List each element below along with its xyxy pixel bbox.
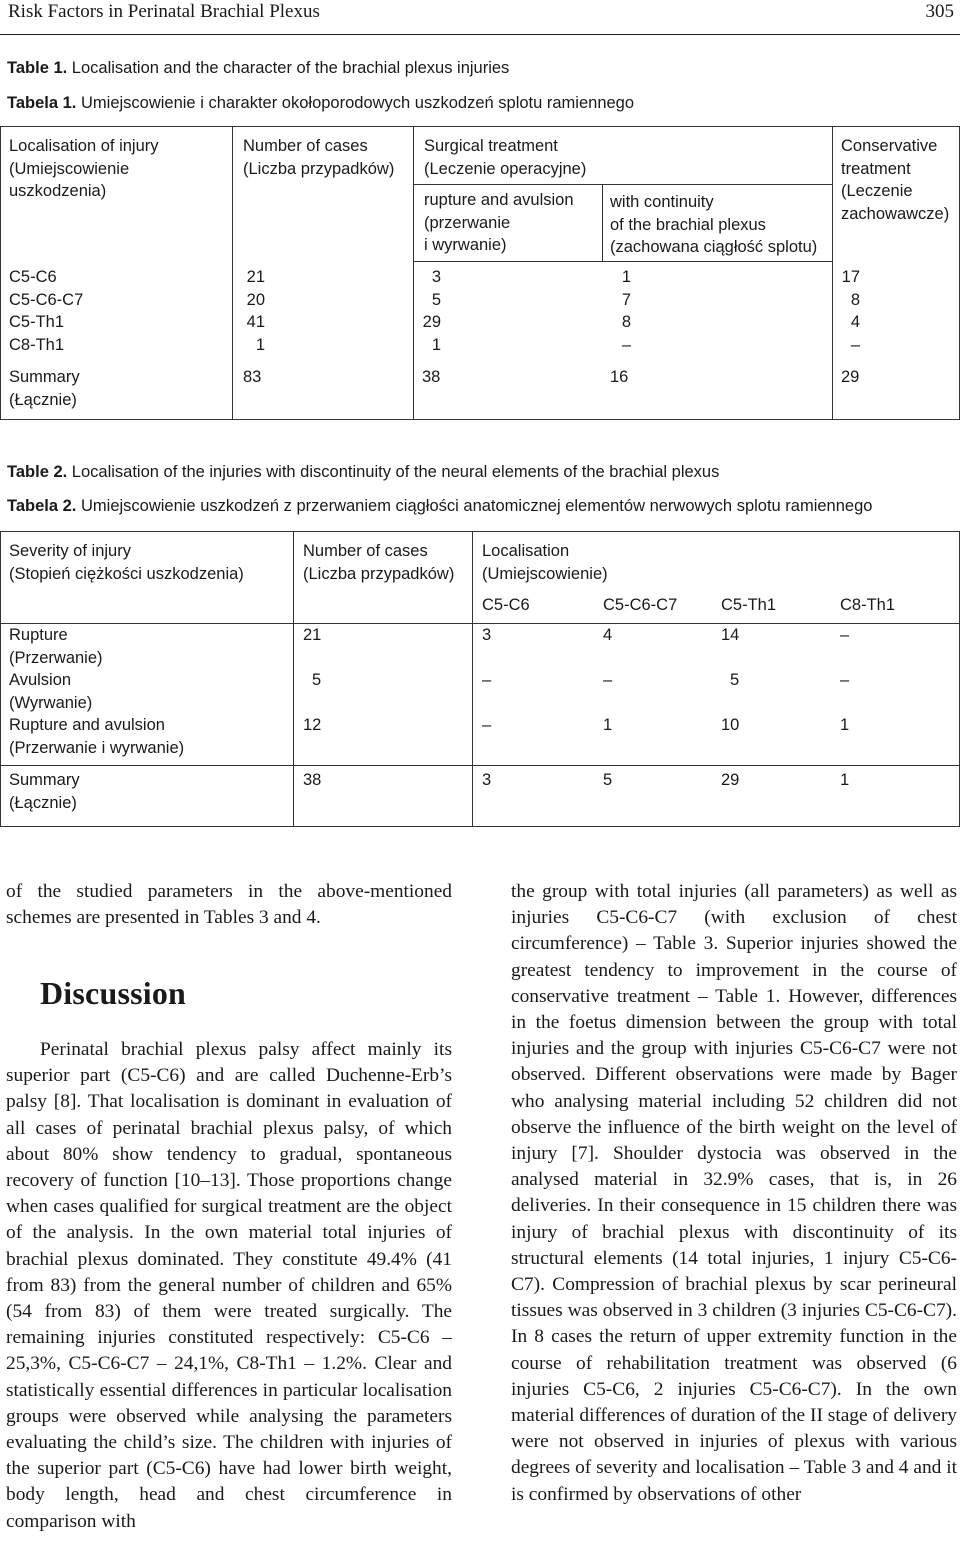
table2-cell: 10: [721, 716, 740, 734]
table1-header-localisation: Localisation of injury (Umiejscowienie uszkodzenia): [9, 137, 159, 200]
table2-summary-rule: [1, 765, 959, 766]
table2-header-localisation: Localisation (Umiejscowienie): [482, 542, 608, 583]
table1-summary-conservative: 29: [841, 368, 860, 386]
table2-summary-cases: 38: [303, 771, 322, 789]
table2-row-labels: Rupture (Przerwanie) Avulsion (Wyrwanie) Rupture and avulsion (Przerwanie i wyrwanie): [9, 626, 185, 757]
table1-summary-label: Summary (Łącznie): [9, 368, 80, 409]
table1: [0, 126, 960, 420]
table1-subheader-rule: [413, 184, 832, 185]
table1-rupture-column: 3 5 29 1: [422, 268, 441, 354]
table2-subheader-c5c6: C5-C6: [482, 596, 530, 614]
table1-summary-rupture: 38: [422, 368, 441, 386]
table-row: C8-Th1: [9, 335, 65, 354]
discussion-paragraph-right: the group with total injuries (all parameters) as well as injuries C5-C6-C7 (with exclusion of chest circumference) – Table 3. Superior injuries showed the greatest tendency to improvement in the course of conservative treatment – Table 1. However, differences in the foetus dimension between the group with total injuries and the group with injuries C5-C6-C7 were not observed. Different observations were made by Bager who analysing material including 52 children did not observe the influence of the birth weight on the level of injury [7]. Shoulder dystocia was observed in the analysed material in 32.9% cases, that is, in 26 deliveries. In their consequence in 15 children there was injury of brachial plexus with discontinuity of its structural elements (14 total injuries, 1 injury C5-C6-C7). Compression of brachial plexus by scar perineural tissues was observed in 3 children (3 injuries C5-C6-C7). In 8 cases the return of upper extremity function in the course of rehabilitation treatment was observed (6 injuries C5-C6, 2 injuries C5-C6-C7). In the own material differences of duration of the II stage of delivery were not observed in injuries of plexus with various degrees of severity and localisation – Table 3 and 4 and it is confirmed by observations of other: [511, 881, 957, 1505]
table2-header-severity: Severity of injury (Stopień ciężkości uszkodzenia): [9, 542, 244, 583]
table1-localisation-column: [9, 266, 83, 356]
table1-conservative-column: 17 8 4 –: [841, 268, 860, 354]
table1-summary-cases: 83: [243, 368, 262, 386]
table2-cell: –: [603, 671, 613, 689]
table2-cases-row-3: 12: [303, 716, 322, 734]
table2-cell: –: [482, 716, 492, 734]
table2-subheader-c5th1: C5-Th1: [721, 596, 777, 614]
intro-paragraph: of the studied parameters in the above-mentioned schemes are presented in Tables 3 and 4.: [6, 881, 452, 929]
table1-continuity-column: 1 7 8 –: [621, 268, 631, 354]
table1-header-surgical: Surgical treatment (Leczenie operacyjne): [424, 137, 587, 178]
table2-summary-cell: 1: [840, 771, 850, 789]
page-number: 305: [925, 1, 954, 22]
table1-header-rupture-avulsion: rupture and avulsion (przerwanie i wyrwanie): [424, 191, 574, 254]
table-row: Rupture and avulsion: [9, 716, 165, 734]
table2-caption-en: Table 2. Localisation of the injuries with discontinuity of the neural elements of the brachial plexus: [7, 463, 720, 481]
table2-cell: 1: [840, 716, 850, 734]
table2-cell: 14: [721, 626, 740, 644]
table1-col-divider: [602, 185, 603, 262]
table-row: Rupture: [9, 626, 68, 644]
running-title: Risk Factors in Perinatal Brachial Plexus: [8, 1, 320, 22]
left-column: [6, 879, 452, 931]
table2-cell: 3: [482, 626, 492, 644]
table2-cell: –: [840, 671, 850, 689]
table2-col-divider: [472, 532, 473, 826]
table2-cases-row-2: 5: [312, 671, 322, 689]
table1-caption-en: Table 1. Localisation and the character of the brachial plexus injuries: [7, 59, 510, 77]
table2-summary-cell: 29: [721, 771, 740, 789]
table1-cases-column: 21 20 41 1: [246, 268, 265, 354]
table1-col-divider: [413, 127, 414, 419]
discussion-heading: Discussion: [40, 975, 187, 1011]
table1-caption-pl: Tabela 1. Umiejscowienie i charakter okołoporodowych uszkodzeń splotu ramiennego: [7, 94, 635, 112]
table1-col-divider: [232, 127, 233, 419]
table2-cell: –: [482, 671, 492, 689]
table2-cell: 1: [603, 716, 613, 734]
table2-col-divider: [293, 532, 294, 826]
left-column-discussion: [6, 1037, 452, 1535]
table2-subheader-c5c6c7: C5-C6-C7: [603, 596, 678, 614]
table1-header-conservative: Conservative treatment (Leczenie zachowawcze): [841, 137, 950, 223]
table1-summary-continuity: 16: [610, 368, 629, 386]
right-column: [511, 879, 957, 1508]
table2-caption-pl: Tabela 2. Umiejscowienie uszkodzeń z przerwaniem ciągłości anatomicznej elementów nerwowych splotu ramiennego: [7, 497, 873, 515]
table2-header-cases: Number of cases (Liczba przypadków): [303, 542, 455, 583]
table1-header-cases: Number of cases (Liczba przypadków): [243, 137, 395, 178]
table-row: C5-C6: [9, 268, 57, 286]
table1-header-rule: [413, 261, 832, 262]
table-row: C5-Th1: [9, 313, 65, 331]
table2-subheader-c8th1: C8-Th1: [840, 596, 896, 614]
table2-summary-cell: 5: [603, 771, 613, 789]
table2: [0, 531, 960, 827]
discussion-paragraph-left: Perinatal brachial plexus palsy affect mainly its superior part (C5-C6) and are called Duchenne-Erb’s palsy [8]. That localisation is dominant in evaluation of all cases of perinatal brachial plexus palsy, of which about 80% show tendency to gradual, spontaneous recovery of function [10–13]. Those proportions change when cases qualified for surgical treatment are the object of the analysis. In the own material total injuries of brachial plexus dominated. They constitute 49.4% (41 from 83) from the general number of children and 65% (54 from 83) of them were treated surgically. The remaining injuries constituted respectively: C5-C6 – 25,3%, C5-C6-C7 – 24,1%, C8-Th1 – 1.2%. Clear and statistically essential differences in particular localisation groups were observed while analysing the parameters evaluating the child’s size. The children with injuries of the superior part (C5-C6) have had lower birth weight, body length, head and chest circumference in comparison with: [6, 1039, 452, 1532]
header-rule: [0, 34, 960, 35]
table2-cell: 5: [730, 671, 740, 689]
table2-summary-label: Summary (Łącznie): [9, 771, 80, 812]
table2-summary-cell: 3: [482, 771, 492, 789]
table2-cell: 4: [603, 626, 613, 644]
table1-header-continuity: with continuity of the brachial plexus (zachowana ciągłość splotu): [610, 193, 818, 256]
table-row: Avulsion: [9, 671, 72, 689]
table-row: C5-C6-C7: [9, 290, 84, 309]
table2-cases-row-1: 21: [303, 626, 322, 644]
table2-cell: –: [840, 626, 850, 644]
